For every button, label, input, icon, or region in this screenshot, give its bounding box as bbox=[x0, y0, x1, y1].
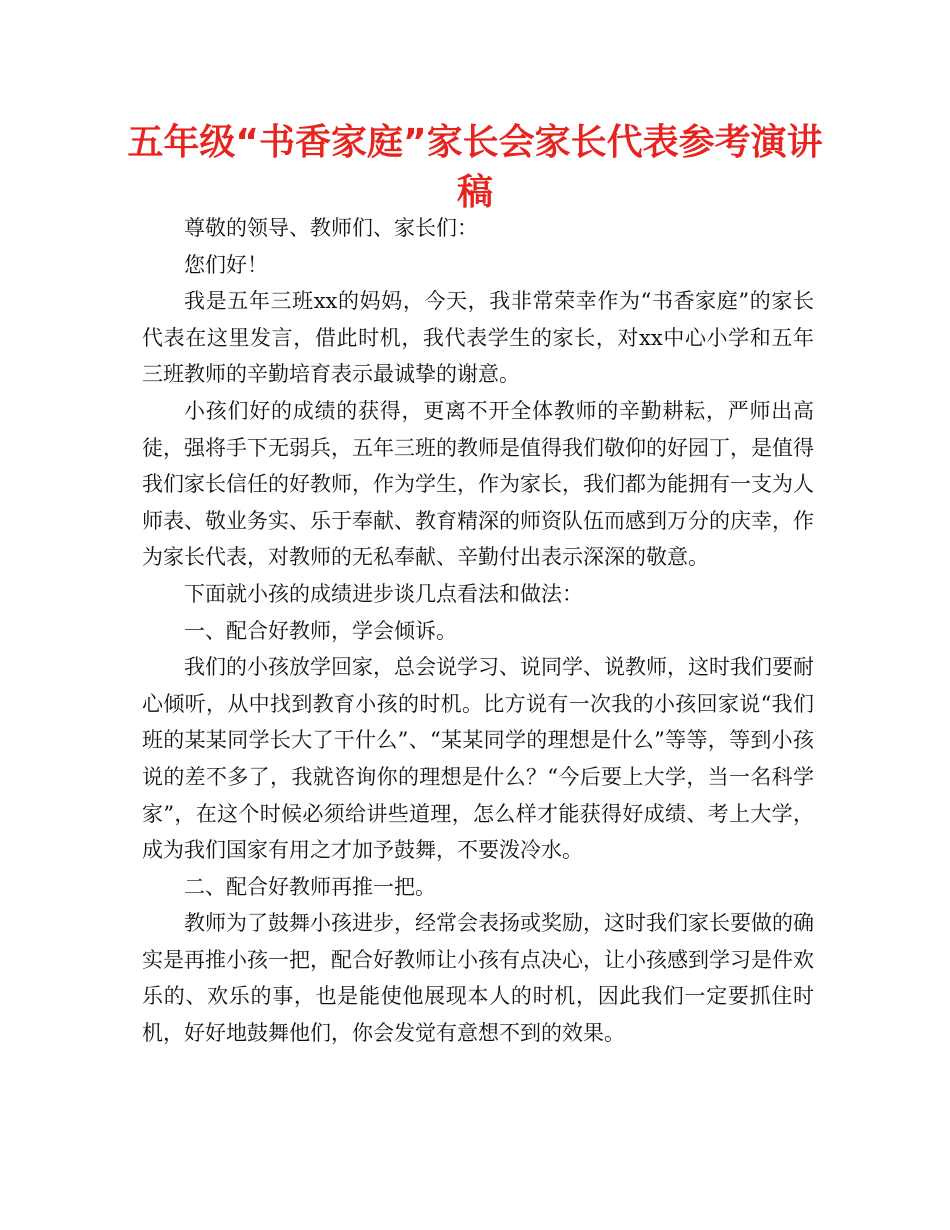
document-body bbox=[142, 210, 814, 1052]
document-title: 五年级“书香家庭”家长会家长代表参考演讲稿 bbox=[127, 122, 823, 213]
paragraph: 小孩们好的成绩的获得，更离不开全体教师的辛勤耕耘，严师出高徒，强将手下无弱兵，五年三班的教师是值得我们敬仰的好园丁，是值得我们家长信任的好教师，作为学生，作为家长，我们都为能拥有一支为人师表、敬业务实、乐于奉献、教育精深的师资队伍而感到万分的庆幸，作为家长代表，对教师的无私奉献、辛勤付出表示深深的敬意。 bbox=[142, 398, 814, 570]
paragraph: 下面就小孩的成绩进步谈几点看法和做法： bbox=[184, 581, 583, 606]
section-heading: 二、配合好教师再推一把。 bbox=[184, 874, 436, 899]
paragraph: 我们的小孩放学回家，总会说学习、说同学、说教师，这时我们要耐心倾听，从中找到教育小孩的时机。比方说有一次我的小孩回家说“我们班的某某同学长大了干什么”、“某某同学的理想是什么”等等，等到小孩说的差不多了，我就咨询你的理想是什么？“今后要上大学，当一名科学家”，在这个时候必须给讲些道理，怎么样才能获得好成绩、考上大学，成为我们国家有用之才加予鼓舞，不要泼冷水。 bbox=[142, 655, 814, 863]
section-heading: 一、配合好教师，学会倾诉。 bbox=[184, 618, 457, 643]
greeting: 您们好！ bbox=[184, 252, 268, 277]
paragraph: 教师为了鼓舞小孩进步，经常会表扬或奖励，这时我们家长要做的确实是再推小孩一把，配合好教师让小孩有点决心，让小孩感到学习是件欢乐的、欢乐的事，也是能使他展现本人的时机，因此我们一定要抓住时机，好好地鼓舞他们，你会发觉有意想不到的效果。 bbox=[142, 911, 814, 1046]
paragraph: 我是五年三班xx的妈妈，今天，我非常荣幸作为“书香家庭”的家长代表在这里发言，借此时机，我代表学生的家长，对xx中心小学和五年三班教师的辛勤培育表示最诚挚的谢意。 bbox=[142, 289, 814, 387]
salutation: 尊敬的领导、教师们、家长们： bbox=[184, 216, 478, 240]
